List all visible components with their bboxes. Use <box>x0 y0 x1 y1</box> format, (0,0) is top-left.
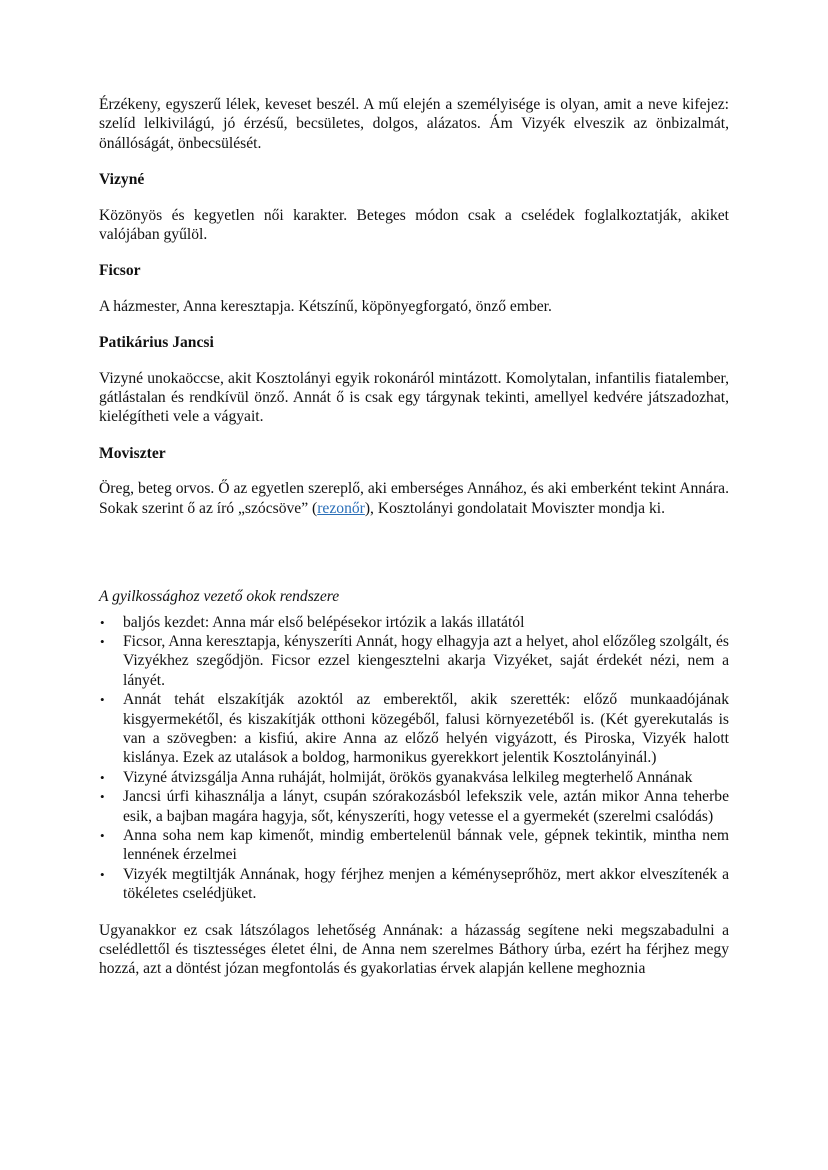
character-description-moviszter <box>99 479 729 518</box>
bullet-icon: • <box>100 633 105 649</box>
closing-paragraph: Ugyanakkor ez csak látszólagos lehetőség Annának: a házasság segítene neki megszabadulni a cselédlettől és tisztességes életet élni, de Anna nem szerelmes Báthory úrba, ezért ha férjhez megy hozzá, azt a döntést józan megfontolás és gyakorlatias érvek alapján kellene meghoznia <box>99 921 729 978</box>
character-description-jancsi: Vizyné unokaöccse, akit Kosztolányi egyik rokonáról mintázott. Komolytalan, infantilis fiatalember, gátlástalan és rendkívül önző. Annát ő is csak egy tárgynak tekinti, amellyel kedvére játszadozhat, kielégítheti vele a vágyait. <box>99 369 729 426</box>
causes-heading: A gyilkossághoz vezető okok rendszere <box>99 588 340 606</box>
list-item <box>99 613 729 632</box>
bullet-icon: • <box>100 614 105 630</box>
section-spacer <box>99 535 729 587</box>
list-item <box>99 690 729 768</box>
list-item-text: Vizyné átvizsgálja Anna ruháját, holmiját, örökös gyanakvása lelkileg megterhelő Annának <box>123 768 693 786</box>
bullet-icon: • <box>100 827 105 843</box>
character-description-ficsor: A házmester, Anna keresztapja. Kétszínű, köpönyegforgató, önző ember. <box>99 297 552 315</box>
intro-paragraph: Érzékeny, egyszerű lélek, keveset beszél. A mű elején a személyisége is olyan, amit a neve kifejez: szelíd lelkivilágú, jó érzésű, becsületes, dolgos, alázatos. Ám Vizyék elveszik az önbizalmát, önállóságát, önbecsülését. <box>99 96 729 152</box>
list-item-text: baljós kezdet: Anna már első belépésekor irtózik a lakás illatától <box>123 613 525 631</box>
character-heading-jancsi: Patikárius Jancsi <box>99 334 214 352</box>
character-heading-ficsor: Ficsor <box>99 262 141 280</box>
rezonor-link[interactable]: rezonőr <box>317 499 365 517</box>
moviszter-text-after: ), Kosztolányi gondolatait Moviszter mondja ki. <box>364 499 665 517</box>
causes-list <box>99 613 729 904</box>
list-item-text: Anna soha nem kap kimenőt, mindig embertelenül bánnak vele, gépnek tekintik, mintha nem lennének érzelmei <box>123 826 729 864</box>
bullet-icon: • <box>100 769 105 785</box>
character-heading-vizyne: Vizyné <box>99 171 145 189</box>
bullet-icon: • <box>100 692 105 708</box>
list-item-text: Annát tehát elszakítják azoktól az emberektől, akik szerették: előző munkaadójának kisgyermekétől, és kiszakítják otthoni közegéből, falusi környezetéből is. (Két gyerekutalás is van a szövegben: a kisfiú, akire Anna az előző helyén vigyázott, és Piroska, Vizyék halott kislánya. Ezek az utalások a boldog, harmonikus gyerekkort jelentik Kosztolányinál.) <box>123 691 729 767</box>
list-item-text: Vizyék megtiltják Annának, hogy férjhez menjen a kéményseprőhöz, mert akkor elveszítenék a tökéletes cselédjüket. <box>123 865 729 903</box>
moviszter-text-before: Öreg, beteg orvos. Ő az egyetlen szereplő, aki emberséges Annához, és aki emberként tekint Annára. Sokak szerint ő az író „szócsöve” ( <box>99 480 729 517</box>
list-item <box>99 768 729 787</box>
list-item <box>99 632 729 690</box>
list-item <box>99 826 729 865</box>
list-item-text: Ficsor, Anna keresztapja, kényszeríti Annát, hogy elhagyja azt a helyet, ahol előzőleg szolgált, és Vizyékhez szegődjön. Ficsor ezzel kiengesztelni akarja Vizyéket, saját érdekét nézi, nem a lányét. <box>123 632 729 689</box>
character-description-vizyne: Közönyös és kegyetlen női karakter. Beteges módon csak a cselédek foglalkoztatják, akiket valójában gyűlöl. <box>99 206 729 244</box>
list-item-text: Jancsi úrfi kihasználja a lányt, csupán szórakozásból lefekszik vele, aztán mikor Anna teherbe esik, a bajban magára hagyja, sőt, kényszeríti, hogy vetesse el a gyermekét (szerelmi csalódás) <box>123 788 729 825</box>
bullet-icon: • <box>100 866 105 882</box>
list-item <box>99 787 729 826</box>
list-item <box>99 865 729 904</box>
bullet-icon: • <box>100 789 105 805</box>
character-heading-moviszter: Moviszter <box>99 444 166 462</box>
